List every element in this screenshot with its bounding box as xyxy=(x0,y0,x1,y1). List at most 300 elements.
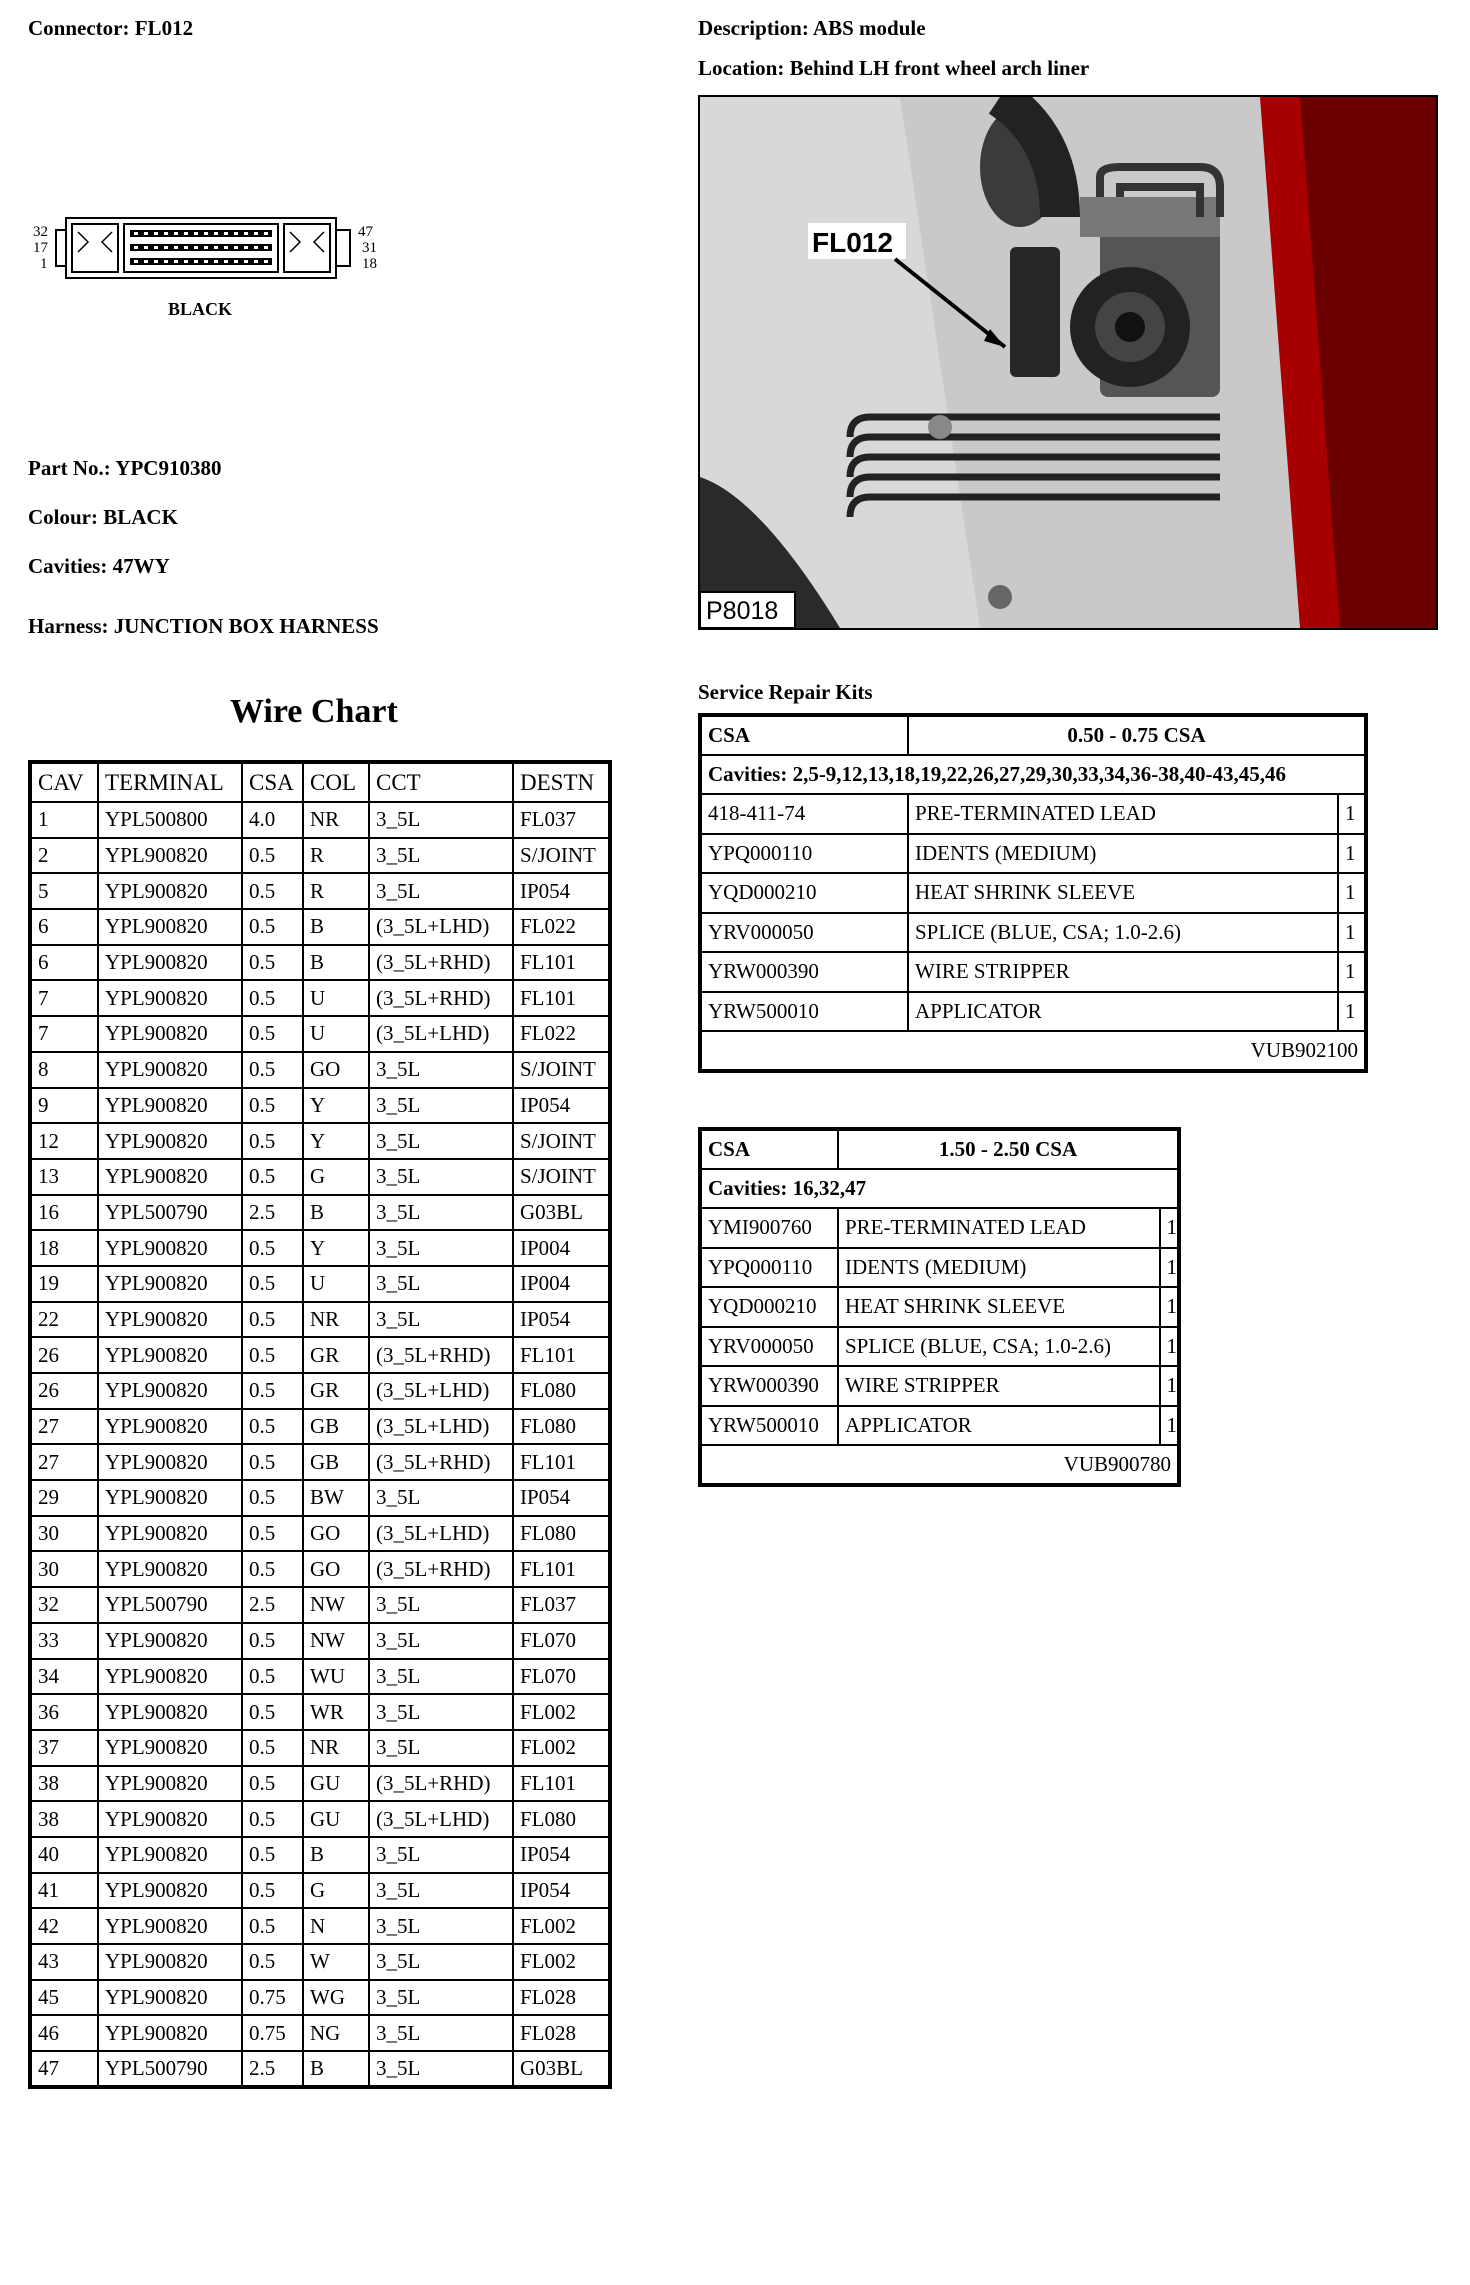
cell-csa: 0.5 xyxy=(242,1088,303,1124)
kit1-item-description: IDENTS (MEDIUM) xyxy=(908,834,1338,874)
col-header-terminal: TERMINAL xyxy=(98,762,242,802)
cell-col: B xyxy=(303,1195,369,1231)
cell-cav: 47 xyxy=(30,2051,98,2087)
cell-terminal: YPL900820 xyxy=(98,2015,242,2051)
wire-chart-row xyxy=(30,980,610,1016)
cell-col: BW xyxy=(303,1480,369,1516)
cell-terminal: YPL900820 xyxy=(98,1337,242,1373)
cell-cav: 6 xyxy=(30,909,98,945)
cell-destn: FL028 xyxy=(513,2015,610,2051)
connector-latch-right xyxy=(336,230,350,266)
cell-terminal: YPL900820 xyxy=(98,980,242,1016)
col-header-destn: DESTN xyxy=(513,762,610,802)
cell-col: GO xyxy=(303,1551,369,1587)
cell-terminal: YPL900820 xyxy=(98,1801,242,1837)
kit2-item-row xyxy=(700,1208,1179,1248)
cell-col: Y xyxy=(303,1123,369,1159)
wire-chart-row xyxy=(30,1052,610,1088)
cell-csa: 0.5 xyxy=(242,1659,303,1695)
cell-col: GR xyxy=(303,1337,369,1373)
cell-destn: FL022 xyxy=(513,1016,610,1052)
cell-cav: 33 xyxy=(30,1623,98,1659)
kit1-item-part-no: 418-411-74 xyxy=(700,794,908,834)
cell-col: G xyxy=(303,1159,369,1195)
wire-chart-row xyxy=(30,1159,610,1195)
cell-col: B xyxy=(303,909,369,945)
cell-col: N xyxy=(303,1908,369,1944)
cell-csa: 4.0 xyxy=(242,802,303,838)
cell-cct: 3_5L xyxy=(369,1837,513,1873)
cavities-value: 47WY xyxy=(112,554,170,578)
cell-destn: FL070 xyxy=(513,1659,610,1695)
cell-cav: 18 xyxy=(30,1230,98,1266)
cell-cav: 13 xyxy=(30,1159,98,1195)
kit1-item-part-no: YRV000050 xyxy=(700,913,908,953)
cell-cct: 3_5L xyxy=(369,802,513,838)
cell-cct: 3_5L xyxy=(369,1302,513,1338)
cell-col: GU xyxy=(303,1801,369,1837)
part-no-label: Part No.: xyxy=(28,456,111,480)
cell-destn: IP054 xyxy=(513,1873,610,1909)
cell-cav: 7 xyxy=(30,1016,98,1052)
connector-value: FL012 xyxy=(134,16,194,40)
wire-chart-row xyxy=(30,1980,610,2016)
cell-terminal: YPL900820 xyxy=(98,1373,242,1409)
kit1-cavities: Cavities: 2,5-9,12,13,18,19,22,26,27,29,30,33,34,36-38,40-43,45,46 xyxy=(700,755,1366,795)
cell-cct: (3_5L+RHD) xyxy=(369,1444,513,1480)
cell-destn: FL002 xyxy=(513,1944,610,1980)
cell-terminal: YPL900820 xyxy=(98,945,242,981)
wire-chart-row xyxy=(30,1088,610,1124)
cell-cct: (3_5L+LHD) xyxy=(369,1801,513,1837)
colour-line xyxy=(28,505,178,530)
cell-terminal: YPL500790 xyxy=(98,1195,242,1231)
cell-cct: 3_5L xyxy=(369,873,513,909)
cell-csa: 0.5 xyxy=(242,1016,303,1052)
wire-chart-row xyxy=(30,1266,610,1302)
cell-csa: 0.5 xyxy=(242,1052,303,1088)
cell-csa: 0.5 xyxy=(242,1873,303,1909)
cell-terminal: YPL900820 xyxy=(98,1123,242,1159)
location-header xyxy=(698,56,1089,81)
kit1-item-row xyxy=(700,952,1366,992)
cell-terminal: YPL900820 xyxy=(98,1944,242,1980)
kit1-csa-label: CSA xyxy=(700,715,908,755)
kit2-item-row xyxy=(700,1406,1179,1446)
cell-terminal: YPL500800 xyxy=(98,802,242,838)
cell-csa: 0.5 xyxy=(242,1373,303,1409)
cell-cct: 3_5L xyxy=(369,1694,513,1730)
cavities-line xyxy=(28,554,170,579)
cell-cct: 3_5L xyxy=(369,1195,513,1231)
cell-csa: 2.5 xyxy=(242,1587,303,1623)
cell-col: NR xyxy=(303,1302,369,1338)
cell-terminal: YPL900820 xyxy=(98,1694,242,1730)
kit1-item-row xyxy=(700,834,1366,874)
cell-terminal: YPL900820 xyxy=(98,909,242,945)
cell-cct: 3_5L xyxy=(369,1944,513,1980)
kit1-item-part-no: YRW000390 xyxy=(700,952,908,992)
cell-cct: (3_5L+RHD) xyxy=(369,1337,513,1373)
cell-cav: 27 xyxy=(30,1409,98,1445)
kit1-item-row xyxy=(700,992,1366,1032)
cell-col: GO xyxy=(303,1516,369,1552)
wire-chart-header-row xyxy=(30,762,610,802)
cell-cct: 3_5L xyxy=(369,1088,513,1124)
cell-col: B xyxy=(303,945,369,981)
kit2-item-row xyxy=(700,1287,1179,1327)
cell-cav: 32 xyxy=(30,1587,98,1623)
cell-cct: 3_5L xyxy=(369,1980,513,2016)
kit2-ref: VUB900780 xyxy=(700,1445,1179,1485)
wire-chart-row xyxy=(30,1016,610,1052)
cell-destn: FL028 xyxy=(513,1980,610,2016)
wire-chart-row xyxy=(30,1873,610,1909)
cell-terminal: YPL900820 xyxy=(98,1730,242,1766)
cell-cct: 3_5L xyxy=(369,2051,513,2087)
cell-cav: 9 xyxy=(30,1088,98,1124)
wire-chart-row xyxy=(30,1230,610,1266)
wire-chart-row xyxy=(30,1623,610,1659)
cell-col: NW xyxy=(303,1587,369,1623)
cell-col: NR xyxy=(303,802,369,838)
description-header xyxy=(698,16,926,41)
kit1-item-qty: 1 xyxy=(1338,992,1366,1032)
wire-chart-row xyxy=(30,1480,610,1516)
location-value: Behind LH front wheel arch liner xyxy=(789,56,1090,80)
cell-cct: 3_5L xyxy=(369,1873,513,1909)
cell-col: B xyxy=(303,2051,369,2087)
cell-csa: 0.5 xyxy=(242,1266,303,1302)
wire-chart-row xyxy=(30,2015,610,2051)
cell-cct: 3_5L xyxy=(369,1266,513,1302)
pin-label-18: 18 xyxy=(362,256,377,272)
cell-cct: (3_5L+LHD) xyxy=(369,1373,513,1409)
kit2-csa-label: CSA xyxy=(700,1129,838,1169)
cell-destn: S/JOINT xyxy=(513,1123,610,1159)
part-no-value: YPC910380 xyxy=(115,456,222,480)
pin-label-1: 1 xyxy=(40,256,48,272)
cell-cav: 43 xyxy=(30,1944,98,1980)
kit2-item-row xyxy=(700,1248,1179,1288)
cell-csa: 0.75 xyxy=(242,1980,303,2016)
cell-cav: 42 xyxy=(30,1908,98,1944)
cell-cav: 30 xyxy=(30,1551,98,1587)
col-header-cct: CCT xyxy=(369,762,513,802)
cell-destn: FL002 xyxy=(513,1908,610,1944)
kit1-item-qty: 1 xyxy=(1338,913,1366,953)
cell-destn: FL101 xyxy=(513,1337,610,1373)
cell-cav: 26 xyxy=(30,1373,98,1409)
cell-terminal: YPL900820 xyxy=(98,1766,242,1802)
cell-cav: 1 xyxy=(30,802,98,838)
cell-destn: IP054 xyxy=(513,873,610,909)
cell-destn: FL101 xyxy=(513,980,610,1016)
kit1-item-qty: 1 xyxy=(1338,873,1366,913)
col-header-cav: CAV xyxy=(30,762,98,802)
cell-csa: 0.5 xyxy=(242,1480,303,1516)
cell-cav: 34 xyxy=(30,1659,98,1695)
kit2-item-description: HEAT SHRINK SLEEVE xyxy=(838,1287,1160,1327)
cell-csa: 0.5 xyxy=(242,1516,303,1552)
cell-cav: 30 xyxy=(30,1516,98,1552)
kit2-item-qty: 1 xyxy=(1160,1406,1180,1446)
cell-terminal: YPL900820 xyxy=(98,1444,242,1480)
wire-chart-row xyxy=(30,802,610,838)
kit1-item-description: PRE-TERMINATED LEAD xyxy=(908,794,1338,834)
cell-cct: (3_5L+RHD) xyxy=(369,1551,513,1587)
cell-terminal: YPL900820 xyxy=(98,1016,242,1052)
kit1-item-qty: 1 xyxy=(1338,834,1366,874)
cell-cct: (3_5L+LHD) xyxy=(369,1016,513,1052)
harness-value: JUNCTION BOX HARNESS xyxy=(113,614,379,638)
location-label: Location: xyxy=(698,56,785,80)
wire-chart-row xyxy=(30,909,610,945)
cell-terminal: YPL500790 xyxy=(98,1587,242,1623)
wire-chart-row xyxy=(30,1409,610,1445)
cell-csa: 0.5 xyxy=(242,1730,303,1766)
cell-csa: 0.5 xyxy=(242,1766,303,1802)
wire-chart-row xyxy=(30,1766,610,1802)
photo-id-label: P8018 xyxy=(706,597,779,625)
wire-chart-row xyxy=(30,838,610,874)
kit2-item-part-no: YQD000210 xyxy=(700,1287,838,1327)
cell-cct: 3_5L xyxy=(369,1052,513,1088)
pin-label-32: 32 xyxy=(33,224,48,240)
kit2-item-description: IDENTS (MEDIUM) xyxy=(838,1248,1160,1288)
connector-colour-label: BLACK xyxy=(168,299,233,319)
cell-cav: 38 xyxy=(30,1766,98,1802)
kit2-item-description: APPLICATOR xyxy=(838,1406,1160,1446)
cell-cav: 26 xyxy=(30,1337,98,1373)
cell-destn: G03BL xyxy=(513,2051,610,2087)
cell-cav: 7 xyxy=(30,980,98,1016)
wire-chart-row xyxy=(30,1587,610,1623)
wire-chart-row xyxy=(30,1551,610,1587)
cell-col: WG xyxy=(303,1980,369,2016)
cell-terminal: YPL900820 xyxy=(98,1052,242,1088)
cell-cct: (3_5L+RHD) xyxy=(369,1766,513,1802)
wire-chart-row xyxy=(30,1444,610,1480)
cell-col: GB xyxy=(303,1409,369,1445)
cell-cct: 3_5L xyxy=(369,1623,513,1659)
cell-terminal: YPL900820 xyxy=(98,1873,242,1909)
pin-label-17: 17 xyxy=(33,240,48,256)
cell-destn: IP054 xyxy=(513,1480,610,1516)
cell-col: GU xyxy=(303,1766,369,1802)
cell-cav: 46 xyxy=(30,2015,98,2051)
cell-col: U xyxy=(303,1266,369,1302)
cell-col: WR xyxy=(303,1694,369,1730)
cell-cct: 3_5L xyxy=(369,1480,513,1516)
cell-destn: IP004 xyxy=(513,1230,610,1266)
kit1-item-description: APPLICATOR xyxy=(908,992,1338,1032)
cell-col: NR xyxy=(303,1730,369,1766)
kit2-csa-range: 1.50 - 2.50 CSA xyxy=(838,1129,1179,1169)
cell-csa: 0.5 xyxy=(242,873,303,909)
kit2-item-description: WIRE STRIPPER xyxy=(838,1366,1160,1406)
description-label: Description: xyxy=(698,16,809,40)
kit2-item-row xyxy=(700,1327,1179,1367)
cavities-label: Cavities: xyxy=(28,554,108,578)
cell-cav: 29 xyxy=(30,1480,98,1516)
kit2-cavities: Cavities: 16,32,47 xyxy=(700,1169,1179,1209)
cell-destn: FL101 xyxy=(513,1766,610,1802)
kit2-item-description: SPLICE (BLUE, CSA; 1.0-2.6) xyxy=(838,1327,1160,1367)
cell-col: W xyxy=(303,1944,369,1980)
kit1-item-part-no: YQD000210 xyxy=(700,873,908,913)
kit2-item-row xyxy=(700,1366,1179,1406)
cell-cav: 38 xyxy=(30,1801,98,1837)
cell-terminal: YPL900820 xyxy=(98,838,242,874)
kit2-item-part-no: YMI900760 xyxy=(700,1208,838,1248)
cell-cav: 27 xyxy=(30,1444,98,1480)
cell-terminal: YPL900820 xyxy=(98,1623,242,1659)
cell-destn: FL037 xyxy=(513,1587,610,1623)
cell-terminal: YPL900820 xyxy=(98,1837,242,1873)
cell-csa: 0.5 xyxy=(242,1908,303,1944)
wire-chart-row xyxy=(30,1195,610,1231)
wire-chart-row xyxy=(30,1801,610,1837)
wire-chart-title: Wire Chart xyxy=(230,693,398,730)
cell-csa: 2.5 xyxy=(242,1195,303,1231)
cell-terminal: YPL900820 xyxy=(98,1516,242,1552)
cell-destn: IP054 xyxy=(513,1088,610,1124)
cell-col: R xyxy=(303,838,369,874)
wire-chart-row xyxy=(30,1373,610,1409)
cell-csa: 0.5 xyxy=(242,1337,303,1373)
cell-csa: 0.75 xyxy=(242,2015,303,2051)
kit2-item-part-no: YRV000050 xyxy=(700,1327,838,1367)
wire-chart-row xyxy=(30,1730,610,1766)
cell-cct: 3_5L xyxy=(369,1659,513,1695)
cell-cav: 8 xyxy=(30,1052,98,1088)
kit2-item-qty: 1 xyxy=(1160,1248,1180,1288)
kit2-item-description: PRE-TERMINATED LEAD xyxy=(838,1208,1160,1248)
kit1-item-row xyxy=(700,794,1366,834)
cell-cav: 36 xyxy=(30,1694,98,1730)
cell-terminal: YPL900820 xyxy=(98,1159,242,1195)
cell-csa: 2.5 xyxy=(242,2051,303,2087)
cell-col: GB xyxy=(303,1444,369,1480)
kit1-item-row xyxy=(700,913,1366,953)
cell-destn: FL022 xyxy=(513,909,610,945)
cell-destn: FL101 xyxy=(513,1444,610,1480)
cell-cav: 22 xyxy=(30,1302,98,1338)
wire-chart-row xyxy=(30,1837,610,1873)
kit1-item-row xyxy=(700,873,1366,913)
cell-cav: 37 xyxy=(30,1730,98,1766)
kit2-item-part-no: YRW500010 xyxy=(700,1406,838,1446)
kit2-item-qty: 1 xyxy=(1160,1366,1180,1406)
cell-csa: 0.5 xyxy=(242,945,303,981)
cell-col: R xyxy=(303,873,369,909)
kit1-item-description: SPLICE (BLUE, CSA; 1.0-2.6) xyxy=(908,913,1338,953)
cell-terminal: YPL900820 xyxy=(98,1980,242,2016)
cell-col: GR xyxy=(303,1373,369,1409)
cell-csa: 0.5 xyxy=(242,1159,303,1195)
kit1-csa-range: 0.50 - 0.75 CSA xyxy=(908,715,1366,755)
connector-label: Connector: xyxy=(28,16,130,40)
kit1-item-part-no: YPQ000110 xyxy=(700,834,908,874)
cell-cav: 45 xyxy=(30,1980,98,2016)
cell-col: U xyxy=(303,980,369,1016)
cell-cav: 41 xyxy=(30,1873,98,1909)
cell-col: Y xyxy=(303,1088,369,1124)
abs-module-photo xyxy=(698,95,1438,630)
connector-header xyxy=(28,16,193,41)
cell-destn: FL080 xyxy=(513,1801,610,1837)
cell-col: Y xyxy=(303,1230,369,1266)
cell-cct: 3_5L xyxy=(369,1123,513,1159)
cell-col: NG xyxy=(303,2015,369,2051)
cell-cav: 5 xyxy=(30,873,98,909)
cell-terminal: YPL900820 xyxy=(98,1409,242,1445)
wire-chart-row xyxy=(30,945,610,981)
cell-col: GO xyxy=(303,1052,369,1088)
cell-csa: 0.5 xyxy=(242,1944,303,1980)
cell-col: WU xyxy=(303,1659,369,1695)
kit1-item-description: HEAT SHRINK SLEEVE xyxy=(908,873,1338,913)
cell-terminal: YPL900820 xyxy=(98,1908,242,1944)
cell-destn: IP054 xyxy=(513,1302,610,1338)
cell-cav: 16 xyxy=(30,1195,98,1231)
kit2-item-part-no: YPQ000110 xyxy=(700,1248,838,1288)
cell-csa: 0.5 xyxy=(242,838,303,874)
kit2-item-qty: 1 xyxy=(1160,1287,1180,1327)
cell-cct: (3_5L+LHD) xyxy=(369,1409,513,1445)
cell-destn: IP004 xyxy=(513,1266,610,1302)
cell-destn: IP054 xyxy=(513,1837,610,1873)
cell-cav: 19 xyxy=(30,1266,98,1302)
cell-destn: FL080 xyxy=(513,1373,610,1409)
cell-cav: 2 xyxy=(30,838,98,874)
wire-chart-row xyxy=(30,1908,610,1944)
cell-terminal: YPL500790 xyxy=(98,2051,242,2087)
cell-destn: FL080 xyxy=(513,1516,610,1552)
cell-csa: 0.5 xyxy=(242,1837,303,1873)
cell-cav: 6 xyxy=(30,945,98,981)
abs-module-illustration xyxy=(700,97,1436,628)
cell-csa: 0.5 xyxy=(242,1123,303,1159)
cell-cct: 3_5L xyxy=(369,1730,513,1766)
cell-col: B xyxy=(303,1837,369,1873)
wire-chart-row xyxy=(30,1302,610,1338)
cell-destn: FL070 xyxy=(513,1623,610,1659)
colour-label: Colour: xyxy=(28,505,98,529)
wire-chart-row xyxy=(30,1123,610,1159)
cell-csa: 0.5 xyxy=(242,1801,303,1837)
colour-value: BLACK xyxy=(103,505,178,529)
cell-csa: 0.5 xyxy=(242,980,303,1016)
cell-cct: 3_5L xyxy=(369,838,513,874)
wire-chart-table xyxy=(28,760,612,2089)
wire-chart-row xyxy=(30,1516,610,1552)
cell-destn: S/JOINT xyxy=(513,1159,610,1195)
cell-terminal: YPL900820 xyxy=(98,1480,242,1516)
cell-cct: (3_5L+LHD) xyxy=(369,1516,513,1552)
cell-terminal: YPL900820 xyxy=(98,1088,242,1124)
cell-csa: 0.5 xyxy=(242,1302,303,1338)
pin-label-31: 31 xyxy=(362,240,377,256)
part-no-line xyxy=(28,456,221,481)
cell-cct: 3_5L xyxy=(369,1908,513,1944)
cell-destn: FL002 xyxy=(513,1694,610,1730)
kit2-item-part-no: YRW000390 xyxy=(700,1366,838,1406)
connector-diagram xyxy=(28,212,388,332)
cell-cct: 3_5L xyxy=(369,1587,513,1623)
cell-destn: S/JOINT xyxy=(513,1052,610,1088)
